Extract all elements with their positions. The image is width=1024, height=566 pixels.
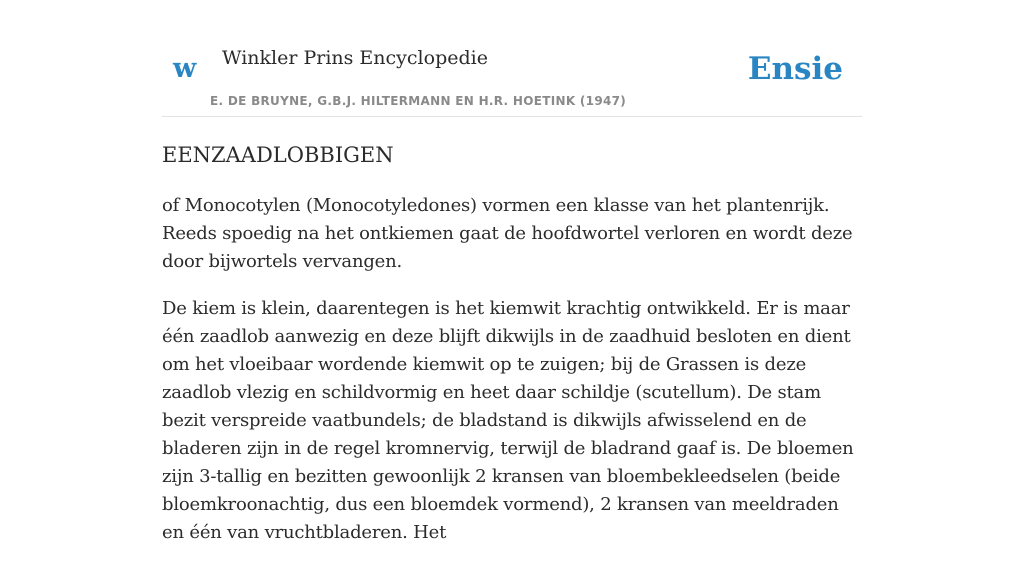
body-paragraph: De kiem is klein, daarentegen is het kiemwit krachtig ontwikkeld. Er is maar één zaadlob aanwezig en deze blijft dikwijls in de zaadhuid besloten en dient om het vloeibaar wordende kiemwit op te zuigen; bij de Grassen is deze zaadlob vlezig en schildvormig en heet daar schildje (scutellum). De stam bezit verspreide vaatbundels; de bladstand is dikwijls afwisselend en de bladeren zijn in de regel kromnervig, terwijl de bladrand gaaf is. De bloemen zijn 3-tallig en bezitten gewoonlijk 2 kransen van bloembekleedselen (beide bloemkroonachtig, dus een bloemdek vormend), 2 kransen van meeldraden en één van vruchtbladeren. Het — [162, 298, 854, 543]
source-title[interactable]: Winkler Prins Encyclopedie — [222, 47, 488, 69]
page — [162, 0, 862, 543]
source-authors: E. DE BRUYNE, G.B.J. HILTERMANN EN H.R. HOETINK (1947) — [210, 94, 627, 108]
entry-title: EENZAADLOBBIGEN — [162, 143, 394, 167]
winkler-prins-logo[interactable]: w — [173, 53, 197, 84]
ensie-logo[interactable]: Ensie — [747, 51, 843, 87]
entry-body — [162, 192, 862, 566]
site-header — [162, 0, 862, 117]
body-paragraph: of Monocotylen (Monocotyledones) vormen een klasse van het plantenrijk. Reeds spoedig na het ontkiemen gaat de hoofdwortel verloren en wordt deze door bijwortels vervangen. — [162, 195, 853, 272]
